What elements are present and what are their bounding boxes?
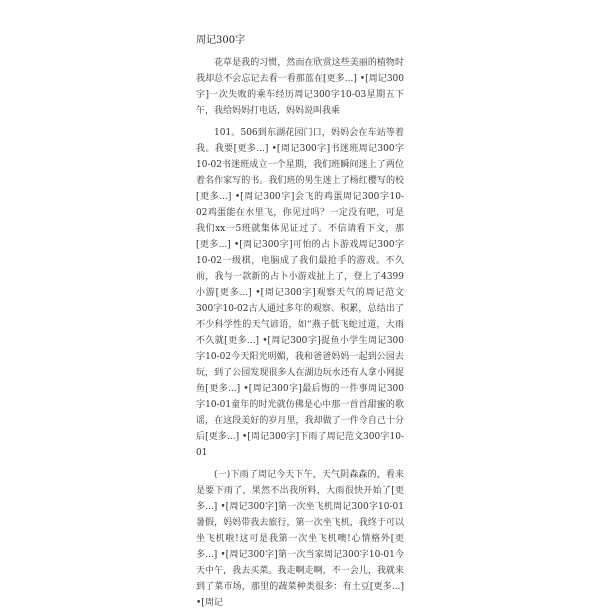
document-heading: 周记300字: [196, 35, 246, 46]
paragraph-2: 101。506到东湖花园门口，妈妈会在车站等着我。我要[更多...] •[周记300字]书迷班周记300字10-02书迷班成立一个星期，我们班瞬间迷上了两位着名作家写的书。我们班的男生迷上了杨红樱写的校[更多...] •[周记300字]会飞的鸡蛋周记300字10-02鸡蛋能在水里飞，你见过吗？一定没有吧，可是我们xx一5班就集体见证过了。不信请看下文，那[更多...] •[周记300字]可怕的占卜游戏周记300字10-02一级棋，电脑成了我们最抢手的游戏。不久前，我与一款新的占卜小游戏扯上了，登上了4399小游[更多...] •[周记300字]观察天气的周记范文300字10-02古人通过多年的观察、积累，总结出了不少科学性的天气谚语，如“燕子低飞蛇过道，大雨不久就[更多...] •[周记300字]捉鱼小学生周记300字10-02今天阳光明媚，我和爸爸妈妈一起到公园去玩，到了公园发现很多人在湖边玩水还有人拿小网捉鱼[更多...] •[周记300字]最后悔的一件事周记300字10-01童年的时光就仿佛是心中那一首首甜蜜的歌谣，在这段美好的岁月里，我却做了一件令自己十分后[更多...] •[周记300字]下雨了周记范文300字10-01: [196, 128, 404, 458]
paragraph-3: (一)下雨了周记今天下午，天气阴森森的，看来是要下雨了，果然不出我所料，大雨很快开始了[更多...] •[周记300字]第一次坐飞机周记300字10-01暑假，妈妈带我去旅行，第一次坐飞机，我终于可以坐飞机啦!这可是我第一次坐飞机噢!心情格外[更多...] •[周记300字]第一次当家周记300字10-01今天中午，我去买菜。我走啊走啊，不一会儿，我就来到了菜市场，那里的蔬菜种类很多：有土豆[更多...] •[周记: [196, 470, 404, 608]
paragraph-1: 花草是我的习惯，然而在欣赏这些美丽的植物时我却总不会忘记去看一看那蓝在[更多...] •[周记300字]一次失败的乘车经历周记300字10-03星期五下午，我给妈妈打电话，妈妈说叫我乘: [196, 58, 404, 116]
